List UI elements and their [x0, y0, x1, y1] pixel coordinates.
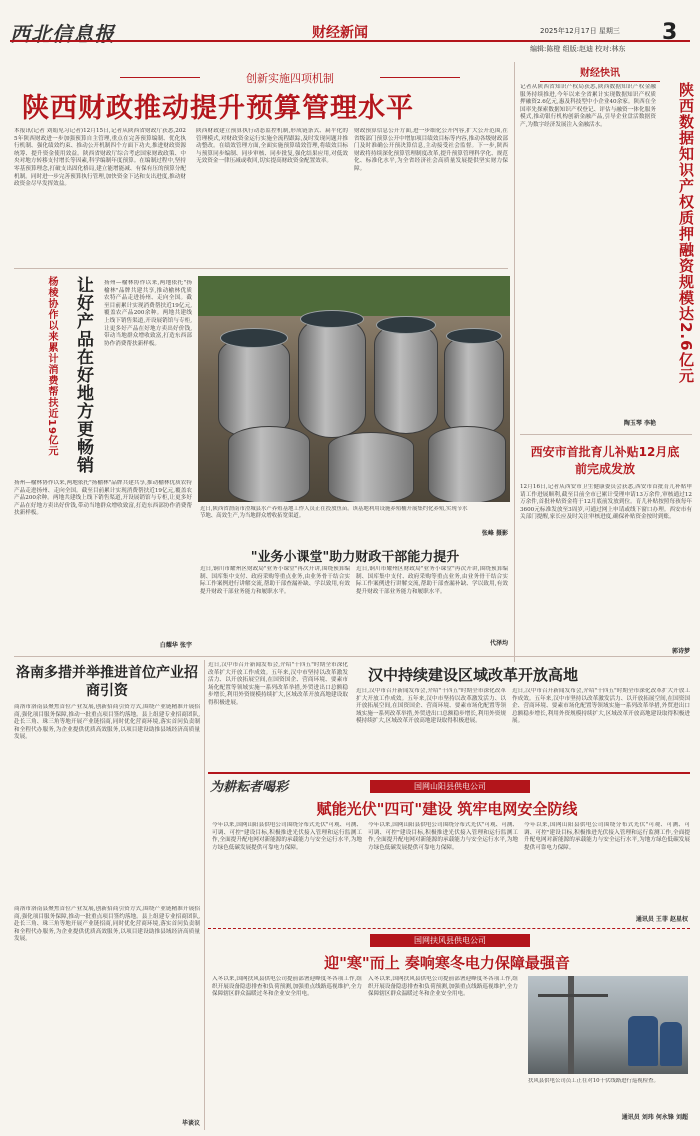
photo-tank	[374, 322, 438, 434]
business-class-headline: "业务小课堂"助力财政干部能力提升	[250, 550, 460, 565]
luonan-byline: 毕谈议	[181, 1120, 200, 1127]
ad-banner-logo: 为耕耘者喝彩	[210, 780, 289, 795]
photo-tank	[298, 316, 366, 438]
sidebar-body-2: 12月16日,记者从西安市卫生健康委员会获悉,西安市首批育儿补贴申请工作进展顺利,截至目前全市已累计受理申请13万余件,审核通过12万余件,首批补贴资金将于12月底前发放到位。育儿补贴按照每孩每年3600元标准发放至3周岁,可通过网上申请或线下窗口办理。西安市有关部门提醒,家长应及时关注审核进度,确保补贴资金按时到账。	[520, 484, 692, 521]
ad-headline-2: 迎"寒"而上 奏响寒冬电力保障最强音	[324, 954, 570, 972]
ad-company-1: 国网山阳县供电公司	[370, 780, 530, 793]
kicker-rule-right	[380, 77, 460, 78]
photo-crossarm	[538, 994, 608, 997]
mid-page-rule	[14, 656, 690, 657]
hanzhong-body-2: 近日,汉中市召开新闻发布会,介绍"十四五"时期全市深化改革扩大开放工作成效。五年来,汉中市坚持以改革激发活力、以开放拓展空间,在国资国企、营商环境、要素市场化配置等领域实施一系列改革举措,外贸进出口总额稳步增长,利用外资规模持续扩大,区域改革开放高地建设取得积极进展。	[356, 688, 506, 725]
business-class-body-1: 近日,铜川市耀州区财政局"业务小课堂"再次开讲,围绕预算编制、国库集中支付、政府采购等重点业务,由业务骨干结合实际工作案例进行讲解交流,帮助干部查漏补缺、学以致用,有效提升财政干部业务能力和履职水平。	[200, 566, 350, 595]
ad-byline-1: 通讯员 王菲 赵星权	[635, 916, 688, 923]
sidebar-mid-rule	[520, 434, 692, 435]
photo-tank	[328, 432, 414, 502]
issue-date-text: 2025年12月17日	[540, 27, 597, 35]
masthead-logo: 西北信息报	[10, 22, 115, 46]
luonan-headline: 洛南多措并举推进首位产业招商引资	[16, 665, 198, 699]
photo-tank	[428, 426, 506, 502]
ad-body-1a: 今年以来,国网山阳县供电公司围绕分布式光伏"可观、可测、可调、可控"建设目标,积极推进光伏接入管理和运行监测工作,全面提升配电网对新能源的承载能力与安全运行水平,为地方绿色低碳发展提供可靠电力保障。	[212, 822, 362, 851]
lead-col-1: 本报讯(记者 刘娟见习记者)12月15日,记者从陕西省财政厅获悉,2025年陕西财政进一步加强预算自主管理,重点在完善预算编制、优化执行机制、强化绩效约束、推动公开机制四个方面下功夫,推进财政资源统筹、提升资金使用效益。陕西省财政厅综合考虑国家财政政策、中央对地方转移支付增长等因素,科学编制年度预算。在编制过程中,坚持零基预算理念,打破支出固化格局,建立能增能减、有保有压的预算分配机制。同时进一步完善预算执行管理,加快资金下达和支出进度,推动财政资金尽早发挥效益。	[14, 128, 186, 188]
sidebar-body-1: 记者从陕西省知识产权局获悉,陕西数据知识产权金融服务持续推进,今年以来全省累计实现数据知识产权质押融资2.6亿元,惠及科技型中小企业40余家。陕西在全国率先探索数据知识产权登记、评估与融资一体化服务模式,推动银行机构创新金融产品,引导企业盘活数据资产,为数字经济发展注入金融活水。	[520, 84, 656, 128]
luonan-body-1: 商洛市洛南县聚焦首位产业发展,创新招商引资方式,围绕产业链精准开展招商,强化项目服务保障,推动一批重点项目签约落地。县上组建专业招商团队,赴长三角、珠三角等地开展产业链招商,同时优化营商环境,落实首问负责制和全程代办服务,为企业提供优质高效服务,以项目建设助推县域经济高质量发展。	[14, 704, 200, 741]
lead-kicker: 创新实施四项机制	[246, 72, 334, 85]
sidebar-byline-2: 郭诗梦	[671, 648, 690, 655]
photo-tank	[228, 426, 310, 502]
yangling-body-cont: 扬州—榆林协作以来,两地依托"扬榆林"品牌共建共享,推动榆林优质农特产品走进扬州、走向全国。截至目前累计实现消费帮扶近19亿元,覆盖农产品200余种。两地共建线上线下销售渠道,开设展销馆与专柜,让更多好产品在好地方卖出好价钱,带动当地群众增收致富,打造东西部协作消费帮扶新样板。	[14, 480, 192, 517]
ad-byline-2: 通讯员 刘玮 何永锋 刘超	[621, 1114, 688, 1121]
ad-company-2: 国网扶风县供电公司	[370, 934, 530, 947]
ad-top-rule	[208, 772, 690, 774]
kicker-rule-left	[120, 77, 200, 78]
yangling-byline: 白耀华 张宇	[159, 642, 192, 649]
yangling-headline: 让好产品在好地方更畅销	[73, 276, 93, 474]
lead-headline: 陕西财政推动提升预算管理水平	[22, 93, 414, 124]
masthead	[0, 0, 700, 60]
editors-line: 编辑:陈橙 组版:赵迪 校对:林东	[530, 45, 626, 53]
business-class-byline: 代泽均	[489, 640, 508, 647]
issue-weekday: 星期三	[598, 27, 620, 35]
sidebar-byline-1: 陶玉琴 李艳	[623, 420, 656, 427]
power-worker-photo	[528, 976, 688, 1074]
ad-body-2a: 入冬以来,国网扶风县供电公司提前部署迎峰度冬各项工作,组织开展设备隐患排查和负荷预测,加强重点线路巡视维护,全力保障辖区群众温暖过冬和企业安全用电。	[212, 976, 362, 998]
hanzhong-headline: 汉中持续建设区域改革开放高地	[368, 666, 579, 684]
business-class-body-2: 近日,铜川市耀州区财政局"业务小课堂"再次开讲,围绕预算编制、国库集中支付、政府采购等重点业务,由业务骨干结合实际工作案例进行讲解交流,帮助干部查漏补缺、学以致用,有效提升财政干部业务能力和履职水平。	[356, 566, 508, 595]
luonan-body-2: 商洛市洛南县聚焦首位产业发展,创新招商引资方式,围绕产业链精准开展招商,强化项目服务保障,推动一批重点项目签约落地。县上组建专业招商团队,赴长三角、珠三角等地开展产业链招商,同时优化营商环境,落实首问负责制和全程代办服务,为企业提供优质高效服务,以项目建设助推县域经济高质量发展。	[14, 906, 200, 943]
ad-body-1c: 今年以来,国网山阳县供电公司围绕分布式光伏"可观、可测、可调、可控"建设目标,积极推进光伏接入管理和运行监测工作,全面提升配电网对新能源的承载能力与安全运行水平,为地方绿色低碳发展提供可靠电力保障。	[524, 822, 690, 851]
lead-col-2: 陕西财政建立预算执行动态监控机制,形成链条式、扁平化的管理模式,对财政资金运行实施全流程跟踪,及时发现问题并推动整改。在绩效管理方面,全面实施预算绩效管理,将绩效目标与预算同步编制、同步审核、同步批复,强化结果应用,对低效无效资金一律压减或收回,切实提高财政资金配置效率。	[196, 128, 348, 165]
section-title: 财经新闻	[312, 25, 368, 41]
hanzhong-body-3: 近日,汉中市召开新闻发布会,介绍"十四五"时期全市深化改革扩大开放工作成效。五年来,汉中市坚持以改革激发活力、以开放拓展空间,在国资国企、营商环境、要素市场化配置等领域实施一系列改革举措,外贸进出口总额稳步增长,利用外资规模持续扩大,区域改革开放高地建设取得积极进展。	[512, 688, 690, 725]
masthead-rule	[10, 40, 690, 42]
photo-caption: 近日,陕西省渭南市澄城县水产养殖基地工作人员正在投放鱼苗。该基地利用设施养殖桶开展集约化养殖,实现节水节地、高效生产,为当地群众增收拓宽渠道。	[200, 506, 468, 520]
sidebar-tag: 财经快讯	[540, 64, 660, 82]
page-number: 3	[662, 20, 678, 45]
lead-col-3: 财政预算信息公开方面,进一步细化公开内容,扩大公开范围,在省级部门预算公开中增加项目绩效目标等内容,推动各级财政部门及时准确公开预决算信息,主动接受社会监督。下一步,陕西财政将持续深化预算管理制度改革,提升预算管理科学化、规范化、标准化水平,为全省经济社会高质量发展提供坚实财力保障。	[354, 128, 508, 172]
lead-bottom-rule	[14, 268, 508, 269]
photo-tank	[444, 334, 504, 436]
ad-photo-caption: 扶风县供电公司员工正在对10千伏线路进行巡视检查。	[528, 1078, 659, 1084]
ad-body-2b: 入冬以来,国网扶风县供电公司提前部署迎峰度冬各项工作,组织开展设备隐患排查和负荷预测,加强重点线路巡视维护,全力保障辖区群众温暖过冬和企业安全用电。	[368, 976, 518, 998]
hanzhong-body-1: 近日,汉中市召开新闻发布会,介绍"十四五"时期全市深化改革扩大开放工作成效。五年来,汉中市坚持以改革激发活力、以开放拓展空间,在国资国企、营商环境、要素市场化配置等领域实施一系列改革举措,外贸进出口总额稳步增长,利用外资规模持续扩大,区域改革开放高地建设取得积极进展。	[208, 662, 348, 706]
yangling-subhead: 杨棱协作以来累计消费帮扶近19亿元	[46, 276, 57, 457]
fish-farm-photo	[198, 276, 510, 502]
photo-worker	[628, 1016, 658, 1066]
photo-tank-top	[376, 316, 436, 334]
photo-tank-top	[220, 328, 288, 348]
ad-body-1b: 今年以来,国网山阳县供电公司围绕分布式光伏"可观、可测、可调、可控"建设目标,积极推进光伏接入管理和运行监测工作,全面提升配电网对新能源的承载能力与安全运行水平,为地方绿色低碳发展提供可靠电力保障。	[368, 822, 518, 851]
photo-tank-top	[446, 328, 502, 344]
sidebar-divider	[514, 62, 515, 662]
photo-credit: 张峰 摄影	[481, 530, 508, 537]
sidebar-headline-2: 西安市首批育儿补贴12月底前完成发放	[530, 445, 680, 476]
photo-tank-top	[300, 310, 364, 328]
sidebar-headline-1: 陕西数据知识产权质押融资规模达2.6亿元	[677, 82, 695, 384]
photo-pole	[568, 976, 574, 1074]
photo-field	[198, 276, 510, 316]
photo-worker	[660, 1022, 682, 1066]
yangling-body: 扬州—榆林协作以来,两地依托"扬榆林"品牌共建共享,推动榆林优质农特产品走进扬州、走向全国。截至目前累计实现消费帮扶近19亿元,覆盖农产品200余种。两地共建线上线下销售渠道,开设展销馆与专柜,让更多好产品在好地方卖出好价钱,带动当地群众增收致富,打造东西部协作消费帮扶新样板。	[104, 280, 192, 347]
ad-headline-1: 赋能光伏"四可"建设 筑牢电网安全防线	[316, 800, 578, 818]
photo-tank	[218, 336, 290, 438]
left-col-divider	[204, 660, 205, 1130]
ad-mid-rule	[208, 928, 690, 929]
issue-date	[540, 26, 620, 36]
